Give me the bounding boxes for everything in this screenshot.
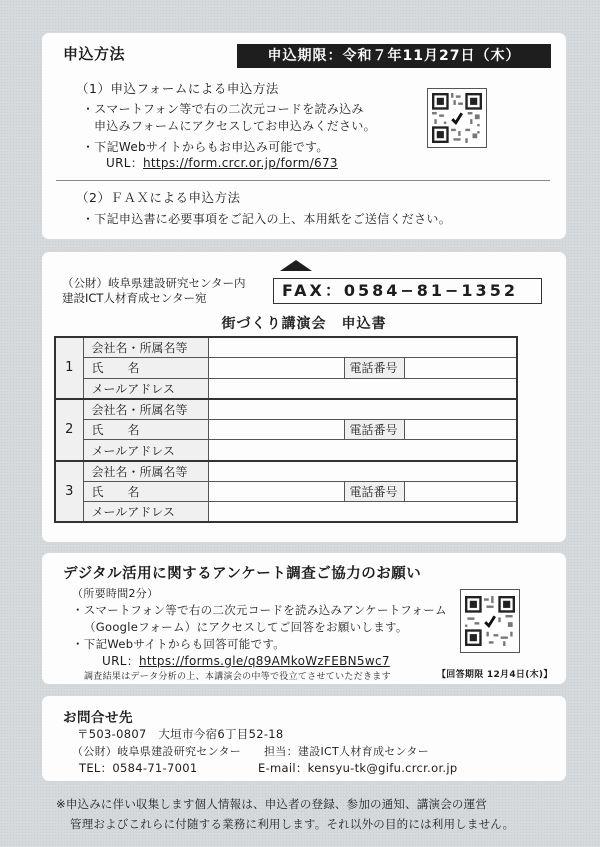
privacy-note [56, 794, 514, 834]
contact-address: 〒503-0807 大垣市今宿6丁目52-18 [77, 727, 284, 741]
name-label: 氏 名 [83, 481, 208, 502]
survey-request-card [42, 553, 566, 684]
table-row [55, 461, 517, 482]
table-row [55, 419, 517, 440]
addressee [62, 276, 246, 306]
company-field[interactable] [208, 461, 517, 482]
qr-pattern [465, 594, 515, 648]
survey-url-row [102, 652, 390, 669]
survey-line3: ・下記Webサイトからも回答可能です。 [72, 637, 286, 651]
phone-field[interactable] [404, 358, 517, 379]
addressee-line2: 建設ICT人材育成センター宛 [62, 291, 207, 305]
company-field[interactable] [208, 399, 517, 420]
qr-code-icon [427, 88, 487, 148]
privacy-line1: ※申込みに伴い収集します個人情報は、申込者の登録、参加の通知、講演会の運営 [56, 797, 488, 811]
option1-line3: ・下記Webサイトからもお申込み可能です。 [82, 140, 329, 154]
email-field[interactable] [208, 502, 517, 523]
entry-number: 1 [55, 337, 83, 399]
email-label: メールアドレス [83, 440, 208, 461]
phone-label: 電話番号 [344, 419, 404, 440]
entry-number: 3 [55, 461, 83, 523]
company-label: 会社名・所属名等 [83, 337, 208, 358]
application-entry-table [54, 336, 518, 523]
privacy-line2: 管理およびこれらに付随する業務に利用します。それ以外の目的には利用しません。 [70, 817, 515, 831]
name-label: 氏 名 [83, 358, 208, 379]
qr-pattern [432, 93, 482, 143]
name-field[interactable] [208, 358, 344, 379]
fax-application-form-card [42, 252, 566, 542]
company-field[interactable] [208, 337, 517, 358]
survey-duration: （所要時間2分） [72, 587, 159, 600]
company-label: 会社名・所属名等 [83, 399, 208, 420]
deadline-banner: 申込期限：令和７年11月27日（木） [237, 44, 551, 68]
table-row [55, 440, 517, 461]
application-url-link[interactable]: https://form.crcr.or.jp/form/673 [143, 156, 338, 170]
table-row [55, 337, 517, 358]
contact-card [42, 696, 566, 781]
option2-line1: ・下記申込書に必要事項をご記入の上、本用紙をご送信ください。 [82, 212, 452, 226]
contact-tel: TEL：0584-71-7001 [79, 761, 198, 775]
table-row [55, 399, 517, 420]
application-method-card [42, 33, 566, 239]
table-row [55, 358, 517, 379]
name-field[interactable] [208, 481, 344, 502]
addressee-line1: （公財）岐阜県建設研究センター内 [62, 276, 246, 290]
answer-deadline: 【回答期限 12月4日(木)】 [437, 670, 553, 680]
email-field[interactable] [208, 440, 517, 461]
form-title: 街づくり講演会 申込書 [221, 316, 387, 332]
section-title: 申込方法 [63, 45, 126, 63]
phone-field[interactable] [404, 419, 517, 440]
option1-line1: ・スマートフォン等で右の二次元コードを読み込み [82, 102, 364, 116]
email-label: メールアドレス [83, 502, 208, 523]
survey-qr-code-icon [460, 589, 520, 653]
triangle-up-icon [280, 260, 312, 271]
survey-line2: （Googleフォーム）にアクセスしてご回答をお願いします。 [84, 620, 408, 634]
contact-title: お問合せ先 [63, 710, 133, 726]
option2-heading: （2）ＦＡＸによる申込方法 [76, 190, 241, 205]
contact-charge: 担当：建設ICT人材育成センター [264, 745, 430, 758]
phone-label: 電話番号 [344, 358, 404, 379]
url-label: URL： [106, 156, 144, 170]
option1-heading: （1）申込フォームによる申込方法 [76, 81, 279, 96]
survey-note: 調査結果はデータ分析の上、本講演会の中等で役立てさせていただきます [84, 672, 391, 682]
url-row [106, 154, 338, 171]
option1-line2: 申込みフォームにアクセスしてお申込みください。 [94, 119, 376, 133]
survey-url-link[interactable]: https://forms.gle/q89AMkoWzFEBN5wc7 [139, 654, 390, 668]
table-row [55, 378, 517, 399]
section-divider [56, 180, 550, 181]
fax-number-box: FAX：0584−81−1352 [273, 278, 542, 304]
survey-title: デジタル活用に関するアンケート調査ご協力のお願い [63, 566, 422, 582]
contact-email-link[interactable]: E-mail：kensyu-tk@gifu.crcr.or.jp [258, 761, 458, 775]
name-label: 氏 名 [83, 419, 208, 440]
url-label: URL： [102, 654, 140, 668]
entry-number: 2 [55, 399, 83, 461]
name-field[interactable] [208, 419, 344, 440]
phone-label: 電話番号 [344, 481, 404, 502]
contact-org: （公財）岐阜県建設研究センター [72, 745, 242, 758]
survey-line1: ・スマートフォン等で右の二次元コードを読み込みアンケートフォーム [72, 603, 447, 617]
company-label: 会社名・所属名等 [83, 461, 208, 482]
email-label: メールアドレス [83, 378, 208, 399]
phone-field[interactable] [404, 481, 517, 502]
table-row [55, 502, 517, 523]
email-field[interactable] [208, 378, 517, 399]
table-row [55, 481, 517, 502]
